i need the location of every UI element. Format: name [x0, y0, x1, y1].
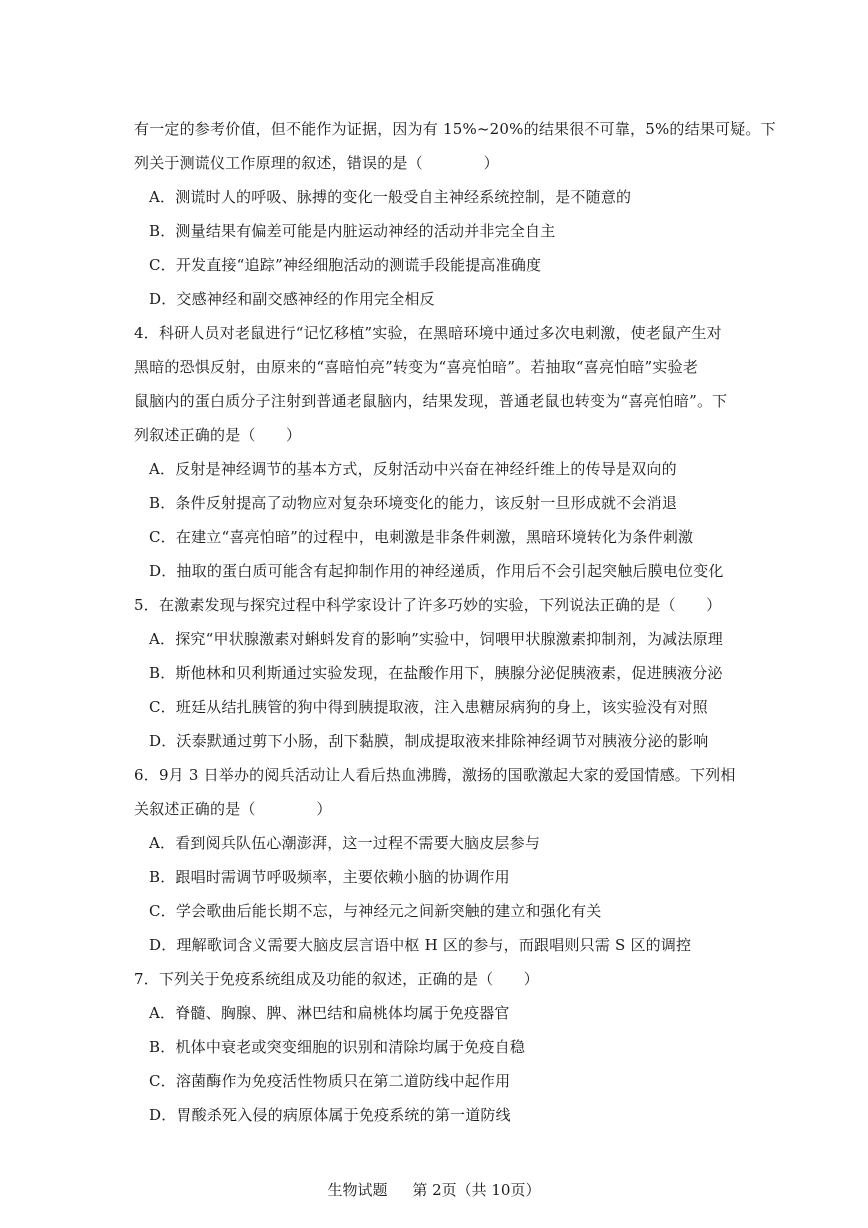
option-b: B．跟唱时需调节呼吸频率，主要依赖小脑的协调作用 [149, 868, 510, 886]
option-d: D．理解歌词含义需要大脑皮层言语中枢 H 区的参与，而跟唱则只需 S 区的调控 [149, 936, 692, 954]
question-stem-line: 有一定的参考价值，但不能作为证据，因为有 15%~20%的结果很不可靠，5%的结果可疑。下 [134, 120, 776, 138]
question-stem-line: 列叙述正确的是（ ） [134, 426, 302, 444]
question-stem-line: 鼠脑内的蛋白质分子注射到普通老鼠脑内，结果发现，普通老鼠也转变为“喜亮怕暗”。下 [134, 392, 728, 410]
option-d: D．抽取的蛋白质可能含有起抑制作用的神经递质，作用后不会引起突触后膜电位变化 [149, 562, 724, 580]
option-c: C．学会歌曲后能长期不忘，与神经元之间新突触的建立和强化有关 [149, 902, 602, 920]
option-b: B．机体中衰老或突变细胞的识别和清除均属于免疫自稳 [149, 1038, 526, 1056]
option-a: A．测谎时人的呼吸、脉搏的变化一般受自主神经系统控制，是不随意的 [149, 188, 632, 206]
question-stem-line: 关叙述正确的是（ ） [134, 800, 332, 818]
question-stem-line: 5．在激素发现与探究过程中科学家设计了许多巧妙的实验，下列说法正确的是（ ） [134, 596, 722, 614]
option-a: A．脊髓、胸腺、脾、淋巴结和扁桃体均属于免疫器官 [149, 1004, 510, 1022]
option-b: B．条件反射提高了动物应对复杂环境变化的能力，该反射一旦形成就不会消退 [149, 494, 678, 512]
option-d: D．沃泰默通过剪下小肠，刮下黏膜，制成提取液来排除神经调节对胰液分泌的影响 [149, 732, 709, 750]
footer-subject: 生物试题 [327, 1181, 388, 1199]
option-c: C．溶菌酶作为免疫活性物质只在第二道防线中起作用 [149, 1072, 511, 1090]
question-stem-line: 黑暗的恐惧反射，由原来的“喜暗怕亮”转变为“喜亮怕暗”。若抽取“喜亮怕暗”实验老 [134, 358, 699, 376]
question-stem-line: 4．科研人员对老鼠进行“记忆移植”实验，在黑暗环境中通过多次电刺激，使老鼠产生对 [134, 324, 722, 342]
page-content [134, 112, 776, 1132]
question-7 [134, 962, 734, 1132]
option-c: C．班廷从结扎胰管的狗中得到胰提取液，注入患糖尿病狗的身上，该实验没有对照 [149, 698, 708, 716]
option-a: A．反射是神经调节的基本方式，反射活动中兴奋在神经纤维上的传导是双向的 [149, 460, 677, 478]
question-stem-line: 列关于测谎仪工作原理的叙述，错误的是（ ） [134, 154, 499, 172]
option-d: D．交感神经和副交感神经的作用完全相反 [149, 290, 435, 308]
question-stem-line: 7．下列关于免疫系统组成及功能的叙述，正确的是（ ） [134, 970, 539, 988]
option-a: A．看到阅兵队伍心潮澎湃，这一过程不需要大脑皮层参与 [149, 834, 541, 852]
footer-page-number: 第 2页（共 10页） [412, 1181, 541, 1199]
question-3-continuation [134, 112, 776, 316]
question-4 [134, 316, 734, 588]
option-a: A．探究“甲状腺激素对蝌蚪发育的影响”实验中，饲喂甲状腺激素抑制剂，为减法原理 [149, 630, 723, 648]
question-6 [134, 758, 734, 962]
page-footer [0, 1180, 868, 1200]
option-b: B．斯他林和贝利斯通过实验发现，在盐酸作用下，胰腺分泌促胰液素，促进胰液分泌 [149, 664, 723, 682]
option-b: B．测量结果有偏差可能是内脏运动神经的活动并非完全自主 [149, 222, 556, 240]
question-stem-line: 6．9月 3 日举办的阅兵活动让人看后热血沸腾，激扬的国歌激起大家的爱国情感。下列相 [134, 766, 736, 784]
option-d: D．胃酸杀死入侵的病原体属于免疫系统的第一道防线 [149, 1106, 511, 1124]
option-c: C．开发直接“追踪”神经细胞活动的测谎手段能提高准确度 [149, 256, 542, 274]
option-c: C．在建立“喜亮怕暗”的过程中，电刺激是非条件刺激，黑暗环境转化为条件刺激 [149, 528, 694, 546]
question-5 [134, 588, 734, 758]
